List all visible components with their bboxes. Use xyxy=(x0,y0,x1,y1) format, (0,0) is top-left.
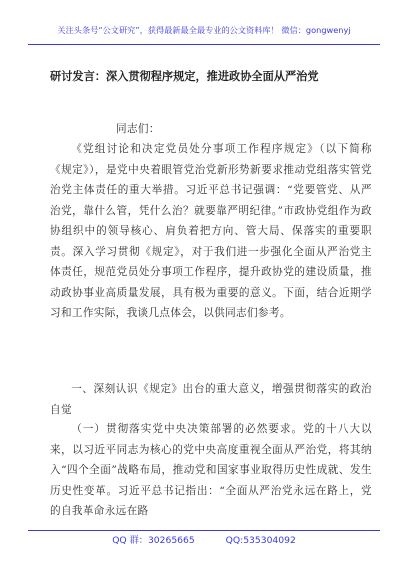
paragraph-intro: 《党组讨论和决定党员处分事项工作程序规定》（以下简称《规定》），是党中央着眼管党治党新形势新要求推动党组落实管党治党主体责任的重大举措。习近平总书记强调：“党要管党、从严治党，靠什么管，凭什么治？就要靠严明纪律。”市政协党组作为政协组织中的领导核心、肩负着把方向、管大局、保落实的重要职责。深入学习贯彻《规定》，对于我们进一步强化全面从严治党主体责任，规范党员处分事项工作程序，提升政协党的建设质量，推动政协事业高质量发展，具有极为重要的意义。下面，结合近期学习和工作实际，我谈几点体会，以供同志们参考。 xyxy=(50,143,372,319)
footer xyxy=(0,530,408,552)
document-title: 研讨发言：深入贯彻程序规定，推进政协全面从严治党 xyxy=(50,70,319,83)
greeting: 同志们： xyxy=(116,123,160,135)
header-banner: 关注头条号“公文研究”，获得最新最全最专业的公文资料库！ 微信：gongwenyj xyxy=(57,25,351,35)
header-divider xyxy=(28,44,380,45)
footer-qq-contact: QQ:535304092 xyxy=(225,535,296,546)
footer-qq-group: QQ 群：30265665 xyxy=(112,535,195,546)
subsection-paragraph-1: （一）贯彻落实党中央决策部署的必然要求。党的十八大以来，以习近平同志为核心的党中央高度重视全面从严治党，将其纳入“四个全面”战略布局，推动党和国家事业取得历史性成就、发生历史性变革。习近平总书记指出：“全面从严治党永远在路上，党的自我革命永远在路 xyxy=(50,423,372,517)
section-heading-1: 一、深刻认识《规定》出台的重大意义，增强贯彻落实的政治自觉 xyxy=(50,383,372,416)
